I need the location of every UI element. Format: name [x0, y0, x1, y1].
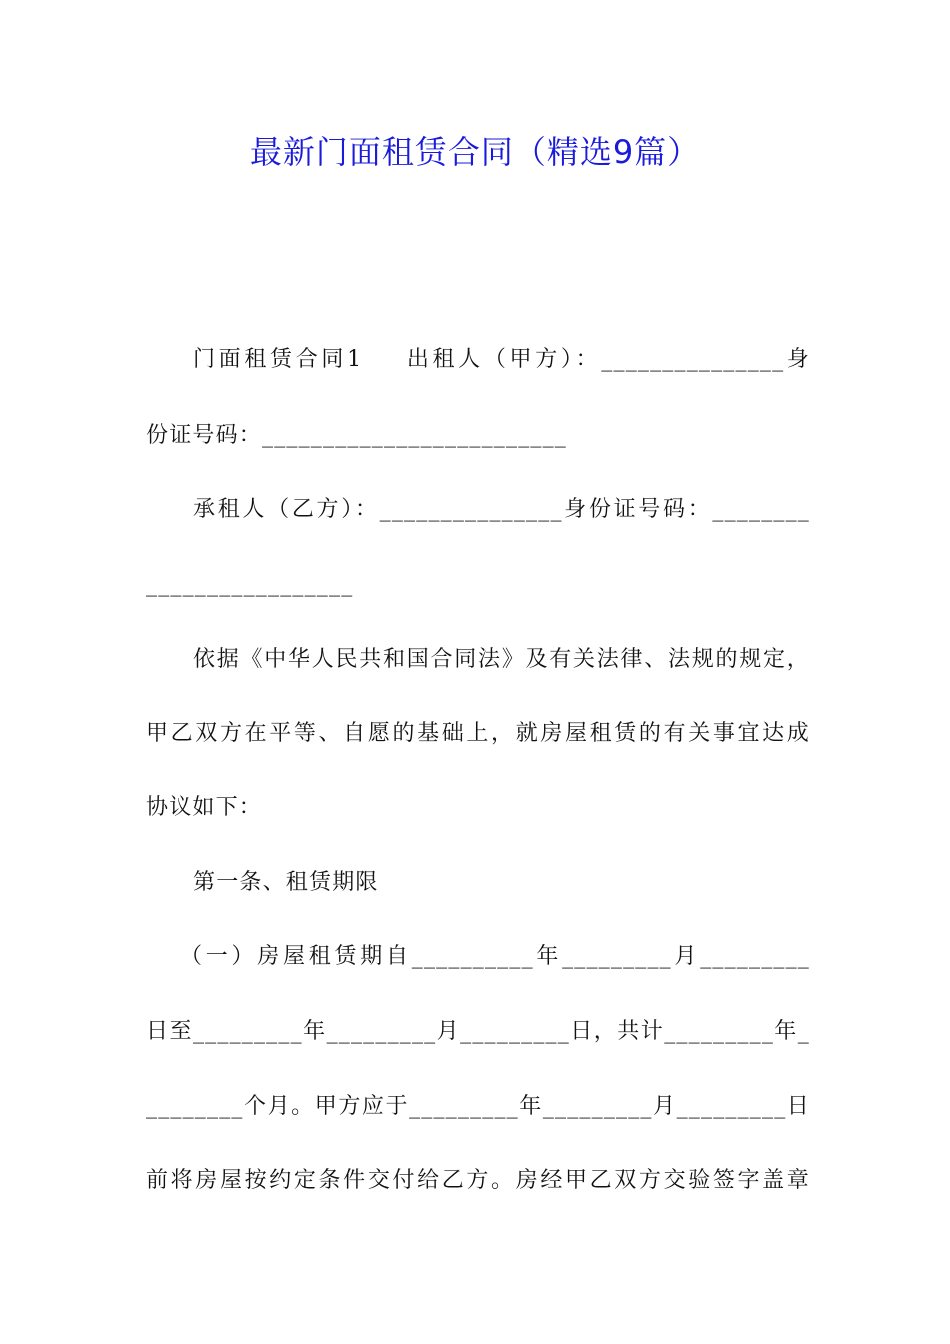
- paragraph-line-2: 份证号码：_________________________: [146, 423, 568, 448]
- paragraph-line-3: 承租人（乙方）：_______________身份证号码：________: [193, 497, 810, 522]
- section-heading-1: 第一条、租赁期限: [193, 870, 379, 895]
- paragraph-line-12: 前将房屋按约定条件交付给乙方。房经甲乙双方交验签字盖章: [146, 1168, 810, 1193]
- paragraph-line-10: 日至_________年_________月_________日，共计_________年_: [146, 1019, 810, 1044]
- paragraph-line-11: ________个月。甲方应于_________年_________月_________日: [146, 1094, 810, 1119]
- contract-heading: 门面租赁合同1: [193, 347, 363, 372]
- paragraph-line-6: 甲乙双方在平等、自愿的基础上，就房屋租赁的有关事宜达成: [146, 721, 810, 746]
- paragraph-line-1: [193, 345, 810, 375]
- paragraph-line-9: （一）房屋租赁期自__________年_________月_________: [180, 944, 810, 969]
- paragraph-line-7: 协议如下：: [146, 795, 263, 820]
- paragraph-line-5: 依据《中华人民共和国合同法》及有关法律、法规的规定，: [193, 647, 810, 672]
- paragraph-line-4: _________________: [146, 572, 354, 597]
- lessor-field: 出租人（甲方）：_______________身: [404, 347, 810, 372]
- document-title: 最新门面租赁合同（精选9篇）: [249, 133, 701, 171]
